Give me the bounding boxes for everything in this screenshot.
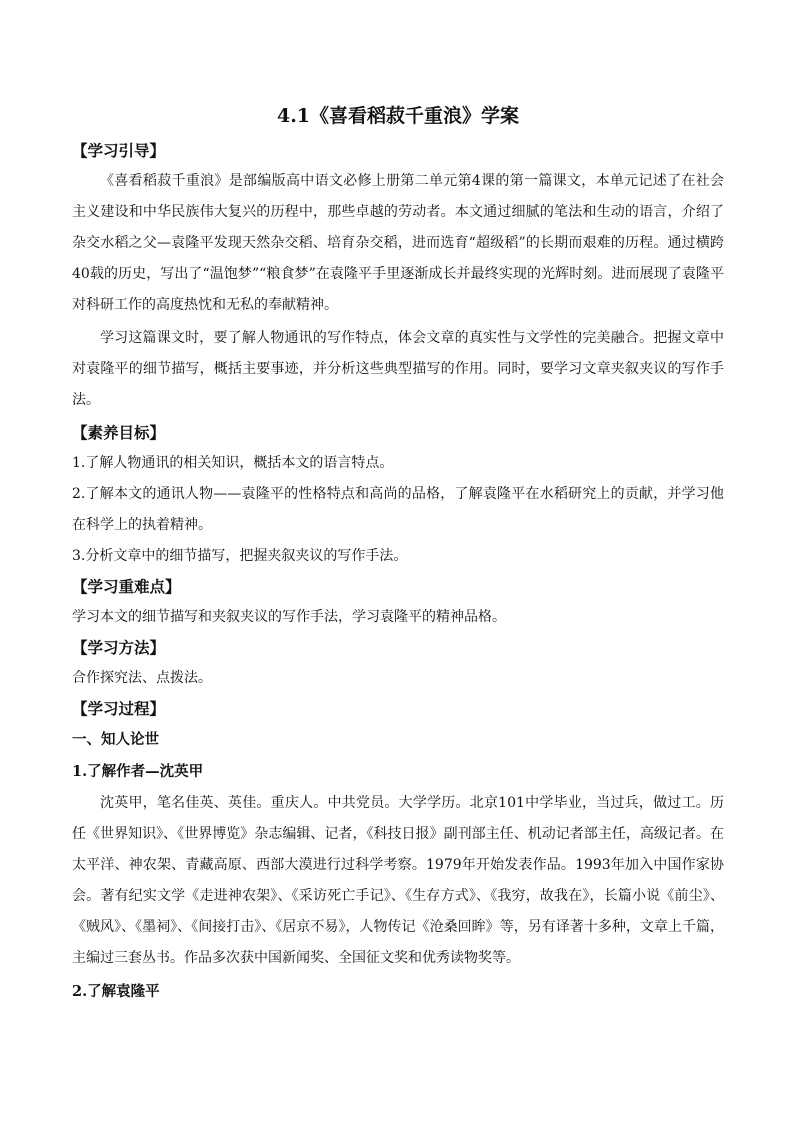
document-title: 4.1《喜看稻菽千重浪》学案 [276,105,520,127]
goal-item-1: 1.了解人物通讯的相关知识，概括本文的语言特点。 [72,455,394,471]
heading-learning-guide: 【学习引导】 [72,141,166,160]
key-points-text: 学习本文的细节描写和夹叙夹议的写作手法，学习袁隆平的精神品格。 [72,609,506,625]
yuan-longping-subheading: 2.了解袁隆平 [72,983,160,1000]
learning-method-text: 合作探究法、点拨法。 [72,670,212,686]
guide-paragraph-1: 《喜看稻菽千重浪》是部编版高中语文必修上册第二单元第4课的第一篇课文，本单元记述了在社会主义建设和中华民族伟大复兴的历程中，那些卓越的劳动者。本文通过细腻的笔法和生动的语言，介绍了杂交水稻之父—袁隆平发现天然杂交稻、培育杂交稻，进而选育“超级稻”的长期而艰难的历程。通过横跨40载的历史，写出了“温饱梦”“粮食梦”在袁隆平手里逐渐成长并最终实现的光辉时刻。进而展现了袁隆平对科研工作的高度热忱和无私的奉献精神。 [72,173,724,313]
part-one-heading: 一、知人论世 [72,731,159,748]
goal-item-3: 3.分析文章中的细节描写，把握夹叙夹议的写作手法。 [72,548,408,564]
document-page [72,100,724,1008]
heading-learning-method: 【学习方法】 [72,638,166,657]
guide-paragraph-2: 学习这篇课文时，要了解人物通讯的写作特点，体会文章的真实性与文学性的完美融合。把握文章中对袁隆平的细节描写，概括主要事迹，并分析这些典型描写的作用。同时，要学习文章夹叙夹议的写作手法。 [72,330,724,408]
author-subheading: 1.了解作者—沈英甲 [72,763,204,780]
heading-learning-process: 【学习过程】 [72,699,166,718]
author-bio-paragraph: 沈英甲，笔名佳英、英佳。重庆人。中共党员。大学学历。北京101中学毕业，当过兵，做过工。历任《世界知识》、《世界博览》杂志编辑、记者，《科技日报》副刊部主任、机动记者部主任，高级记者。在太平洋、神农架、青藏高原、西部大漠进行过科学考察。1979年开始发表作品。1993年加入中国作家协会。著有纪实文学《走进神农架》、《采访死亡手记》、《生存方式》、《我穷，故我在》，长篇小说《前尘》、《贼风》、《墨祠》、《间接打击》、《居京不易》，人物传记《沧桑回眸》等，另有译著十多种，文章上千篇，主编过三套丛书。作品多次获中国新闻奖、全国征文奖和优秀读物奖等。 [72,795,724,966]
heading-key-points: 【学习重难点】 [72,577,181,596]
goal-item-2: 2.了解本文的通讯人物——袁隆平的性格特点和高尚的品格，了解袁隆平在水稻研究上的贡献，并学习他在科学上的执着精神。 [72,486,724,533]
heading-literacy-goals: 【素养目标】 [72,423,166,442]
